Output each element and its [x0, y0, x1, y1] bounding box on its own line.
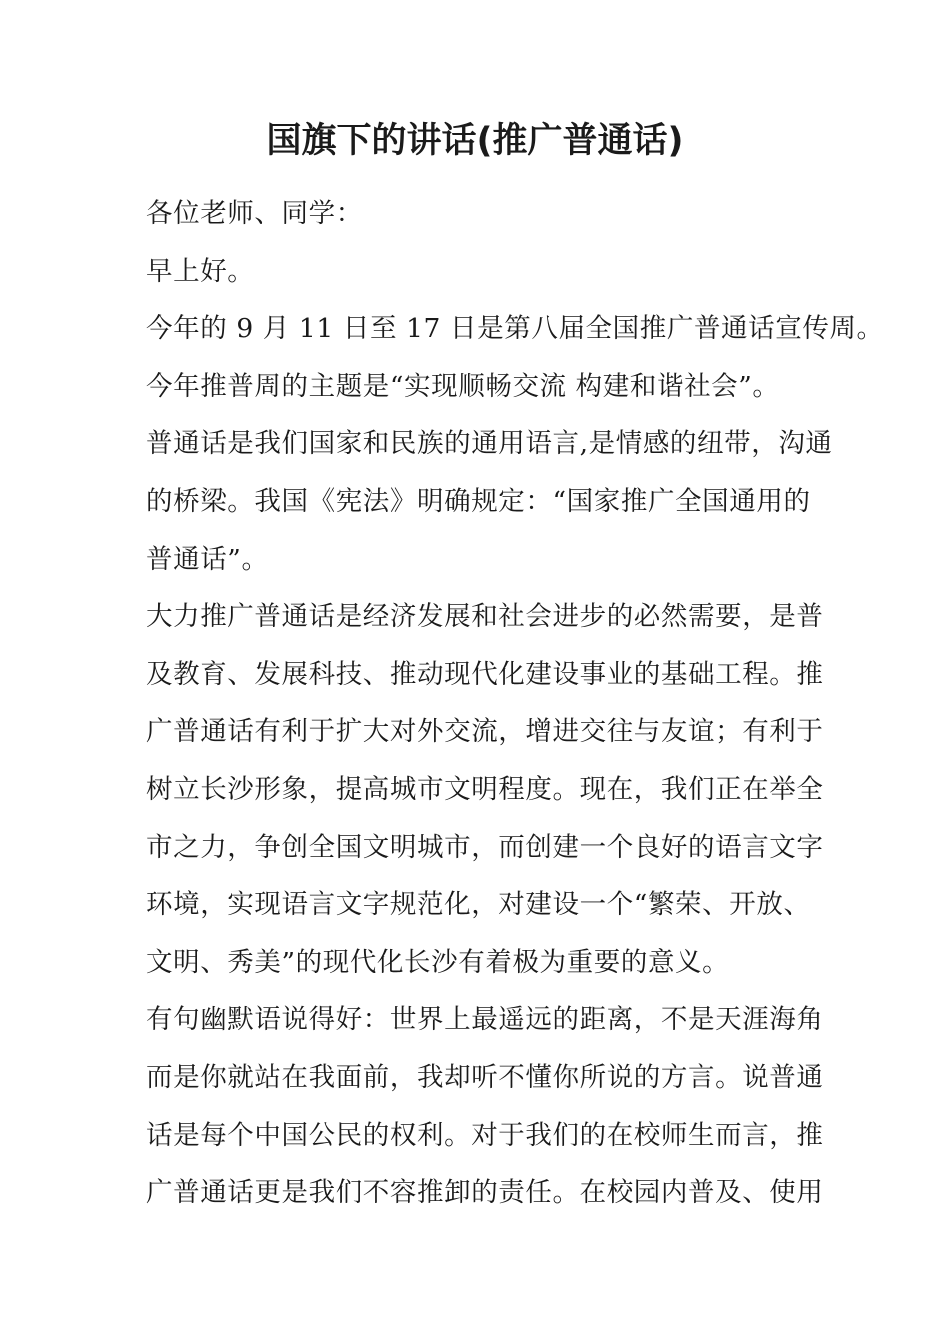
text-line: 环境，实现语言文字规范化，对建设一个“繁荣、开放、 [146, 889, 811, 921]
text-line: 有句幽默语说得好：世界上最遥远的距离，不是天涯海角 [146, 1004, 824, 1036]
text-line: 文明、秀美”的现代化长沙有着极为重要的意义。 [146, 946, 730, 978]
text-line: 市之力，争创全国文明城市，而创建一个良好的语言文字 [146, 831, 824, 863]
text-line: 及教育、发展科技、推动现代化建设事业的基础工程。推 [146, 658, 824, 690]
text-line: 早上好。 [146, 255, 255, 287]
text-line: 今年的 9 月 11 日至 17 日是第八届全国推广普通话宣传周。 [146, 313, 884, 345]
document-body [146, 185, 884, 1222]
text-line: 话是每个中国公民的权利。对于我们的在校师生而言，推 [146, 1119, 824, 1151]
text-line: 大力推广普通话是经济发展和社会进步的必然需要，是普 [146, 601, 824, 633]
text-line: 今年推普周的主题是“实现顺畅交流 构建和谐社会”。 [146, 370, 780, 402]
text-line: 广普通话有利于扩大对外交流，增进交往与友谊；有利于 [146, 716, 824, 748]
text-line: 广普通话更是我们不容推卸的责任。在校园内普及、使用 [146, 1177, 824, 1209]
text-line: 树立长沙形象，提高城市文明程度。现在，我们正在举全 [146, 773, 824, 805]
text-line: 普通话”。 [146, 543, 269, 575]
text-line: 而是你就站在我面前，我却听不懂你所说的方言。说普通 [146, 1061, 824, 1093]
document-title: 国旗下的讲话(推广普通话) [266, 121, 684, 161]
text-line: 的桥梁。我国《宪法》明确规定：“国家推广全国通用的 [146, 485, 811, 517]
text-line: 普通话是我们国家和民族的通用语言,是情感的纽带，沟通 [146, 428, 833, 460]
text-line: 各位老师、同学： [146, 198, 363, 229]
